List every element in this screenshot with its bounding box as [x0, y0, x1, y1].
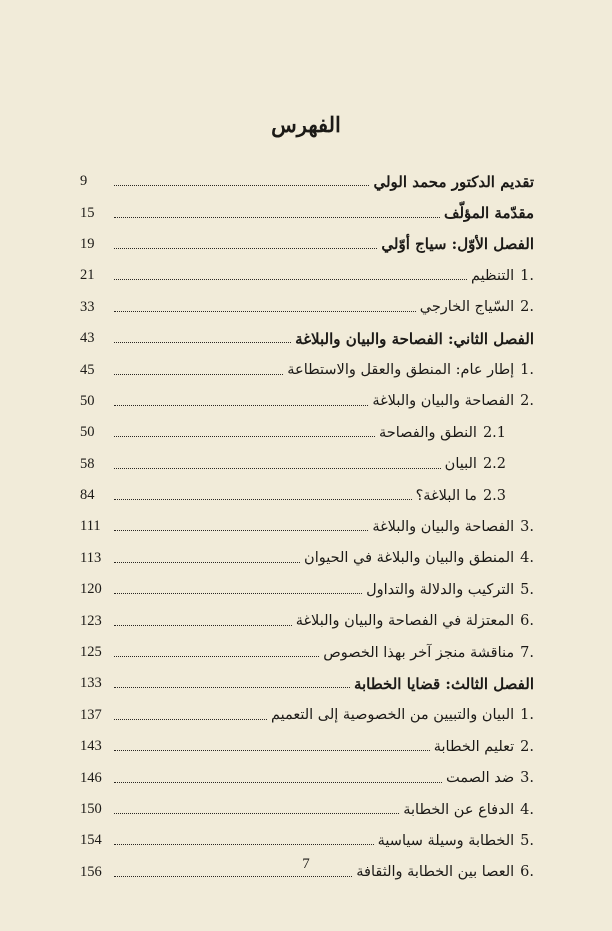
toc-entry	[80, 323, 534, 354]
toc-entry-page: 120	[80, 581, 102, 598]
toc-entry-number: 6.	[520, 864, 534, 881]
toc-entry	[80, 166, 534, 197]
toc-entry-number: 6.	[520, 613, 534, 630]
toc-entry-label	[296, 613, 534, 629]
dot-leader	[114, 844, 374, 845]
toc-entry-title: الفصل الثالث: قضايا الخطابة	[353, 674, 534, 693]
toc-entry-title: ما البلاغة؟	[415, 487, 477, 504]
toc-entry	[80, 605, 534, 636]
dot-leader	[114, 656, 319, 657]
toc-entry	[80, 543, 534, 574]
toc-entry-page: 19	[80, 235, 95, 252]
toc-entry-number: 3.	[520, 770, 534, 787]
toc-entry-label	[304, 550, 534, 566]
toc-entry	[80, 292, 534, 323]
toc-entry-number: 2.2	[482, 456, 506, 473]
toc-entry	[80, 668, 534, 699]
dot-leader	[114, 374, 283, 375]
toc-entry-number: 2.	[520, 299, 534, 316]
toc-entry-page: 9	[80, 173, 88, 190]
dot-leader	[114, 217, 440, 218]
toc-entry-number: 2.3	[482, 487, 506, 504]
toc-entry-title: تقديم الدكتور محمد الولي	[373, 172, 534, 191]
dot-leader	[114, 562, 300, 563]
toc-entry-number: 3.	[520, 518, 534, 535]
toc-entry	[80, 731, 534, 762]
dot-leader	[114, 719, 267, 720]
toc-entry	[80, 637, 534, 668]
toc-entry-number: 2.	[520, 738, 534, 755]
toc-entry-label	[471, 268, 534, 284]
toc-entry	[80, 762, 534, 793]
toc-entry-label	[323, 645, 534, 661]
toc-entry-title: تعليم الخطابة	[433, 738, 515, 755]
toc-entry-title: المنطق والبيان والبلاغة في الحيوان	[304, 550, 515, 567]
toc-entry-page: 143	[80, 738, 102, 755]
dot-leader	[114, 185, 369, 186]
toc-entry-page: 50	[80, 392, 95, 409]
toc-entry-title: الفصاحة والبيان والبلاغة	[372, 393, 515, 410]
toc-entry	[80, 229, 534, 260]
dot-leader	[114, 405, 368, 406]
toc-entry-title: البيان	[444, 456, 477, 473]
toc-entry-title: مناقشة منجز آخر بهذا الخصوص	[323, 644, 515, 661]
toc-entry-title: الدفاع عن الخطابة	[403, 801, 515, 818]
dot-leader	[114, 248, 377, 249]
toc-entry	[80, 480, 534, 511]
dot-leader	[114, 782, 442, 783]
toc-entry-number: 5.	[520, 832, 534, 849]
toc-entry-number: 7.	[520, 644, 534, 661]
toc-entry-page: 33	[80, 298, 95, 315]
toc-entry-page: 125	[80, 644, 102, 661]
dot-leader	[114, 499, 412, 500]
toc-entry-title: النطق والفصاحة	[379, 424, 477, 441]
dot-leader	[114, 593, 362, 594]
page-number: 7	[302, 856, 310, 872]
toc-entry-label	[373, 173, 534, 191]
toc-entry-label	[445, 456, 506, 472]
toc-entry	[80, 197, 534, 228]
toc-entry-title: التنظيم	[471, 267, 515, 284]
toc-entry-page: 123	[80, 612, 102, 629]
toc-entry-label	[372, 519, 534, 535]
toc-entry-label	[378, 833, 534, 849]
toc-entry-number: 1.	[520, 267, 534, 284]
toc-entry-page: 137	[80, 706, 102, 723]
dot-leader	[114, 876, 352, 877]
toc-entry-label	[434, 739, 534, 755]
toc-entry-label	[381, 235, 534, 253]
dot-leader	[114, 530, 368, 531]
dot-leader	[114, 750, 430, 751]
toc-entry-page: 146	[80, 769, 102, 786]
dot-leader	[114, 436, 375, 437]
dot-leader	[114, 468, 441, 469]
toc-entry-label	[416, 488, 506, 504]
toc-entry-number: 2.1	[482, 424, 506, 441]
toc-entry-label	[444, 204, 534, 222]
toc-entry-page: 58	[80, 455, 95, 472]
toc-entry-label	[420, 299, 534, 315]
toc-entry-page: 15	[80, 204, 95, 221]
toc-entry	[80, 354, 534, 385]
dot-leader	[114, 342, 291, 343]
toc-entry-title: الخطابة وسيلة سياسية	[377, 832, 515, 849]
toc-entry-number: 4.	[520, 550, 534, 567]
dot-leader	[114, 625, 292, 626]
toc-entry-label	[379, 425, 506, 441]
toc-entry-page: 150	[80, 801, 102, 817]
toc-entry	[80, 794, 534, 825]
toc-entry-label	[271, 707, 534, 723]
toc-entry-page: 111	[80, 518, 101, 535]
dot-leader	[114, 311, 416, 312]
toc-entry-number: 1.	[520, 362, 534, 379]
dot-leader	[114, 813, 399, 814]
toc-entry-number: 1.	[520, 707, 534, 724]
toc-entry-label	[354, 675, 534, 693]
table-of-contents	[80, 166, 534, 888]
toc-entry-label	[372, 393, 534, 409]
toc-entry-page: 45	[80, 361, 95, 378]
toc-entry-title: التركيب والدلالة والتداول	[366, 581, 515, 598]
toc-entry-title: الفصل الثاني: الفصاحة والبيان والبلاغة	[295, 329, 534, 348]
toc-entry	[80, 700, 534, 731]
toc-entry-page: 21	[80, 267, 95, 284]
toc-entry	[80, 449, 534, 480]
toc-entry-title: المعتزلة في الفصاحة والبيان والبلاغة	[295, 613, 515, 630]
toc-entry-number: 4.	[520, 801, 534, 818]
toc-entry-label	[287, 362, 534, 378]
toc-entry-page: 43	[80, 330, 95, 347]
toc-entry-page: 84	[80, 487, 95, 504]
toc-entry-title: مقدّمة المؤلّف	[443, 204, 534, 223]
toc-entry-title: السّياج الخارجي	[419, 299, 515, 316]
toc-entry	[80, 260, 534, 291]
toc-entry-page: 154	[80, 832, 102, 849]
toc-entry-label	[446, 770, 534, 786]
toc-entry-title: الفصل الأوّل: سياج أوّلي	[381, 235, 534, 254]
toc-entry-label	[366, 582, 534, 598]
dot-leader	[114, 687, 350, 688]
page-title: الفهرس	[271, 112, 341, 137]
toc-entry-title: العصا بين الخطابة والثقافة	[356, 864, 515, 881]
toc-entry-page: 113	[80, 549, 102, 566]
dot-leader	[114, 279, 467, 280]
toc-entry	[80, 574, 534, 605]
toc-entry	[80, 386, 534, 417]
toc-entry-title: إطار عام: المنطق والعقل والاستطاعة	[287, 362, 515, 379]
toc-entry-page: 50	[80, 424, 95, 441]
toc-entry	[80, 511, 534, 542]
toc-entry-number: 2.	[520, 393, 534, 410]
toc-entry-label	[295, 330, 534, 348]
toc-entry-page: 133	[80, 675, 102, 692]
toc-entry	[80, 825, 534, 856]
toc-entry-page: 156	[80, 863, 102, 880]
toc-entry-title: ضد الصمت	[445, 770, 515, 787]
toc-entry-title: الفصاحة والبيان والبلاغة	[372, 518, 515, 535]
toc-entry-label	[403, 802, 534, 818]
toc-entry	[80, 417, 534, 448]
toc-entry-title: البيان والتبيين من الخصوصية إلى التعميم	[270, 707, 515, 724]
toc-entry-number: 5.	[520, 581, 534, 598]
